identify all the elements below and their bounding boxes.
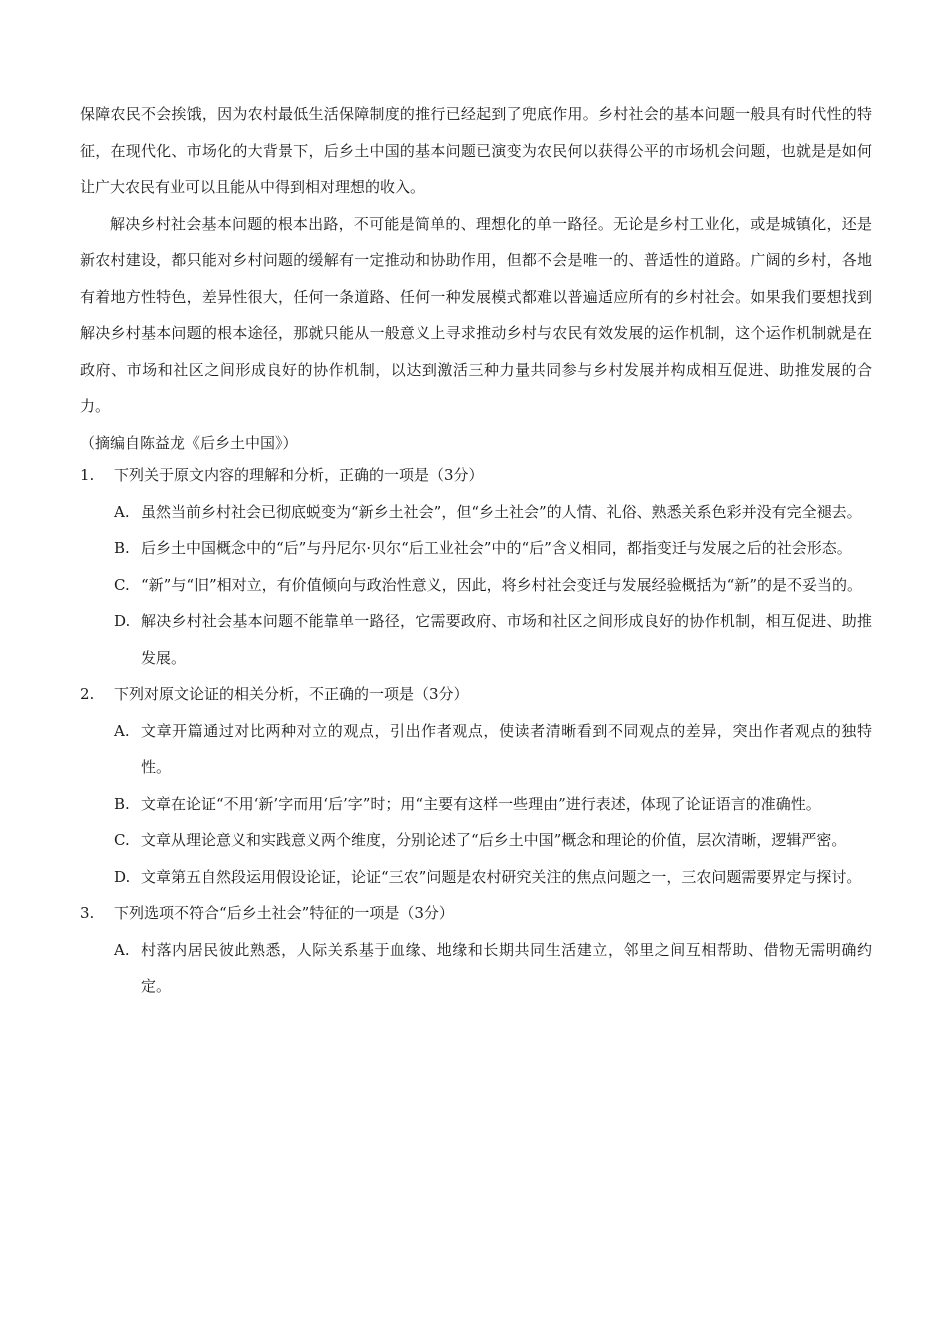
question-3 xyxy=(80,895,872,1005)
question-2 xyxy=(80,676,872,895)
option-d xyxy=(114,603,872,676)
passage-paragraph: 解决乡村社会基本问题的根本出路，不可能是简单的、理想化的单一路径。无论是乡村工业化，或是城镇化，还是新农村建设，都只能对乡村问题的缓解有一定推动和协助作用，但都不会是唯一的、普适性的道路。广阔的乡村，各地有着地方性特色，差异性很大，任何一条道路、任何一种发展模式都难以普遍适应所有的乡村社会。如果我们要想找到解决乡村基本问题的根本途径，那就只能从一般意义上寻求推动乡村与农民有效发展的运作机制，这个运作机制就是在政府、市场和社区之间形成良好的协作机制，以达到激活三种力量共同参与乡村发展并构成相互促进、助推发展的合力。 xyxy=(80,214,872,415)
option-c xyxy=(114,567,872,604)
question-number: 1. xyxy=(80,466,95,484)
question-1 xyxy=(80,457,872,676)
option-letter: D. xyxy=(114,867,131,886)
question-text: 下列关于原文内容的理解和分析，正确的一项是（3分） xyxy=(114,466,484,484)
question-stem xyxy=(80,457,872,494)
question-number: 2. xyxy=(80,685,95,703)
option-letter: C. xyxy=(114,575,130,594)
option-b xyxy=(114,786,872,823)
question-text: 下列对原文论证的相关分析，不正确的一项是（3分） xyxy=(114,685,469,703)
option-d xyxy=(114,859,872,896)
option-text: 文章第五自然段运用假设论证，论证“三农”问题是农村研究关注的焦点问题之一，三农问题需要界定与探讨。 xyxy=(141,867,862,886)
question-number: 3. xyxy=(80,904,95,922)
option-b xyxy=(114,530,872,567)
option-text: 村落内居民彼此熟悉，人际关系基于血缘、地缘和长期共同生活建立，邻里之间互相帮助、借物无需明确约定。 xyxy=(141,940,872,995)
option-text: “新”与“旧”相对立，有价值倾向与政治性意义，因此，将乡村社会变迁与发展经验概括为“新”的是不妥当的。 xyxy=(141,575,863,594)
option-text: 文章在论证“不用‘新’字而用‘后’字”时；用“主要有这样一些理由”进行表述，体现了论证语言的准确性。 xyxy=(141,794,821,813)
reading-passage xyxy=(80,96,872,461)
option-a xyxy=(114,713,872,786)
option-a xyxy=(114,932,872,1005)
question-text: 下列选项不符合“后乡土社会”特征的一项是（3分） xyxy=(114,904,454,922)
option-c xyxy=(114,822,872,859)
option-a xyxy=(114,494,872,531)
option-text: 解决乡村社会基本问题不能靠单一路径，它需要政府、市场和社区之间形成良好的协作机制，相互促进、助推发展。 xyxy=(141,612,872,667)
option-letter: D. xyxy=(114,612,131,630)
option-letter: C. xyxy=(114,831,130,849)
option-letter: A. xyxy=(114,940,130,959)
option-letter: B. xyxy=(114,539,130,557)
question-stem xyxy=(80,676,872,713)
passage-source: （摘编自陈益龙《后乡土中国》） xyxy=(80,433,298,452)
option-letter: B. xyxy=(114,794,130,813)
option-letter: A. xyxy=(114,721,130,740)
question-stem xyxy=(80,895,872,932)
option-text: 文章从理论意义和实践意义两个维度，分别论述了“后乡土中国”概念和理论的价值，层次清晰，逻辑严密。 xyxy=(141,831,847,849)
option-letter: A. xyxy=(114,502,130,521)
option-text: 虽然当前乡村社会已彻底蜕变为“新乡土社会”，但“乡土社会”的人情、礼俗、熟悉关系色彩并没有完全褪去。 xyxy=(141,502,862,521)
question-list xyxy=(80,457,872,1005)
option-text: 文章开篇通过对比两种对立的观点，引出作者观点，使读者清晰看到不同观点的差异，突出作者观点的独特性。 xyxy=(141,721,872,776)
option-text: 后乡土中国概念中的“后”与丹尼尔·贝尔“后工业社会”中的“后”含义相同，都指变迁与发展之后的社会形态。 xyxy=(141,539,852,557)
passage-paragraph: 保障农民不会挨饿，因为农村最低生活保障制度的推行已经起到了兜底作用。乡村社会的基本问题一般具有时代性的特征，在现代化、市场化的大背景下，后乡土中国的基本问题已演变为农民何以获得公平的市场机会问题，也就是是如何让广大农民有业可以且能从中得到相对理想的收入。 xyxy=(80,105,872,196)
